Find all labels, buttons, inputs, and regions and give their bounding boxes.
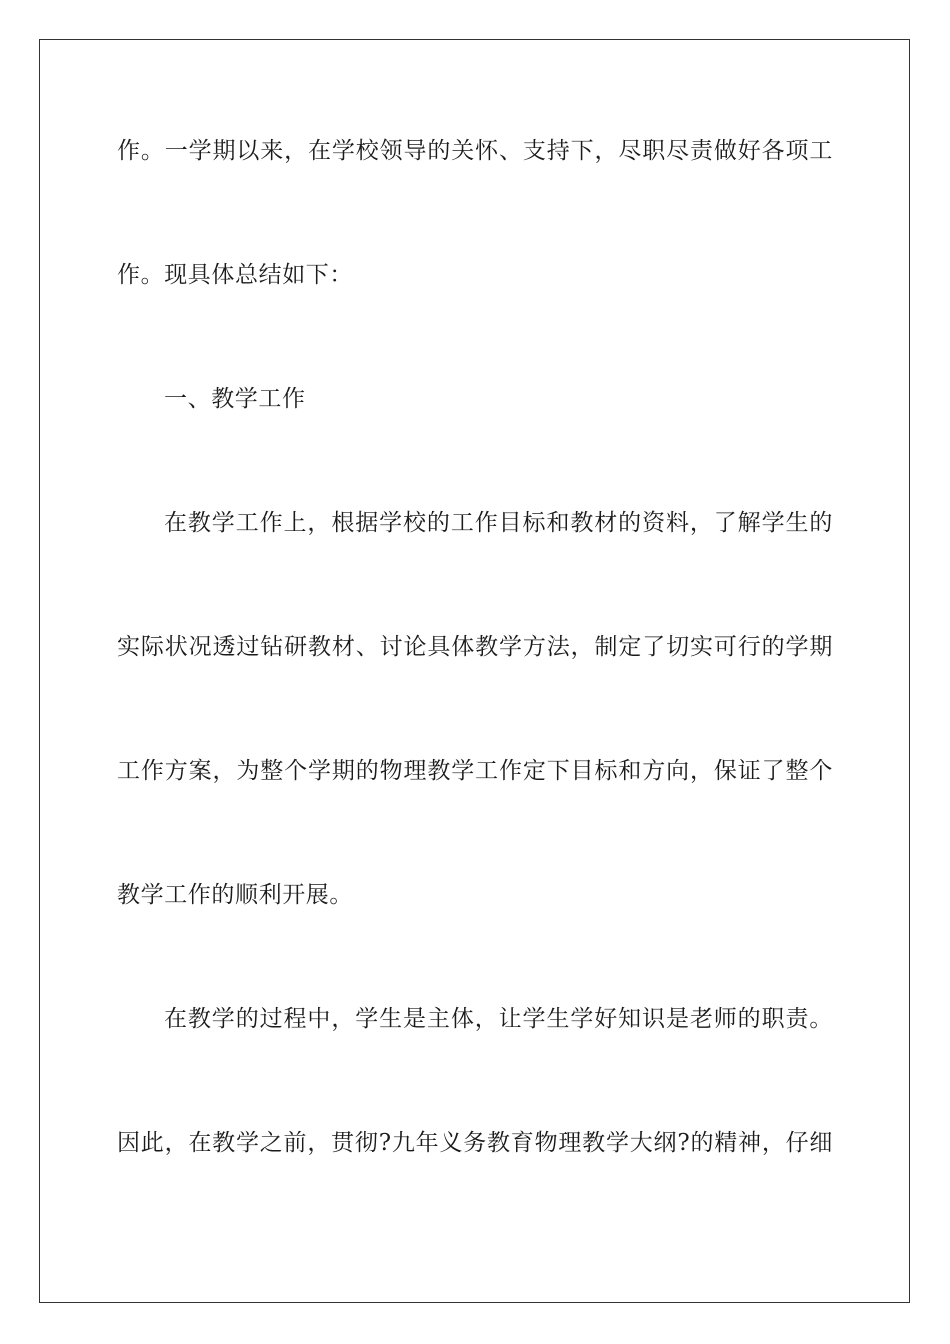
paragraph-line-2: 作。现具体总结如下： [117,262,353,288]
paragraph-line-1: 作。一学期以来，在学校领导的关怀、支持下，尽职尽责做好各项工 [117,138,833,164]
paragraph-line-6: 教学工作的顺利开展。 [117,882,353,908]
page-border [39,39,910,1303]
paragraph-line-3: 在教学工作上，根据学校的工作目标和教材的资料，了解学生的 [164,510,833,536]
paragraph-line-8: 因此，在教学之前，贯彻?九年义务教育物理教学大纲?的精神，仔细 [117,1130,833,1156]
paragraph-line-4: 实际状况透过钻研教材、讨论具体教学方法，制定了切实可行的学期 [117,634,833,660]
section-heading: 一、教学工作 [164,386,306,412]
paragraph-line-5: 工作方案，为整个学期的物理教学工作定下目标和方向，保证了整个 [117,758,833,784]
paragraph-line-7: 在教学的过程中，学生是主体，让学生学好知识是老师的职责。 [164,1006,833,1032]
